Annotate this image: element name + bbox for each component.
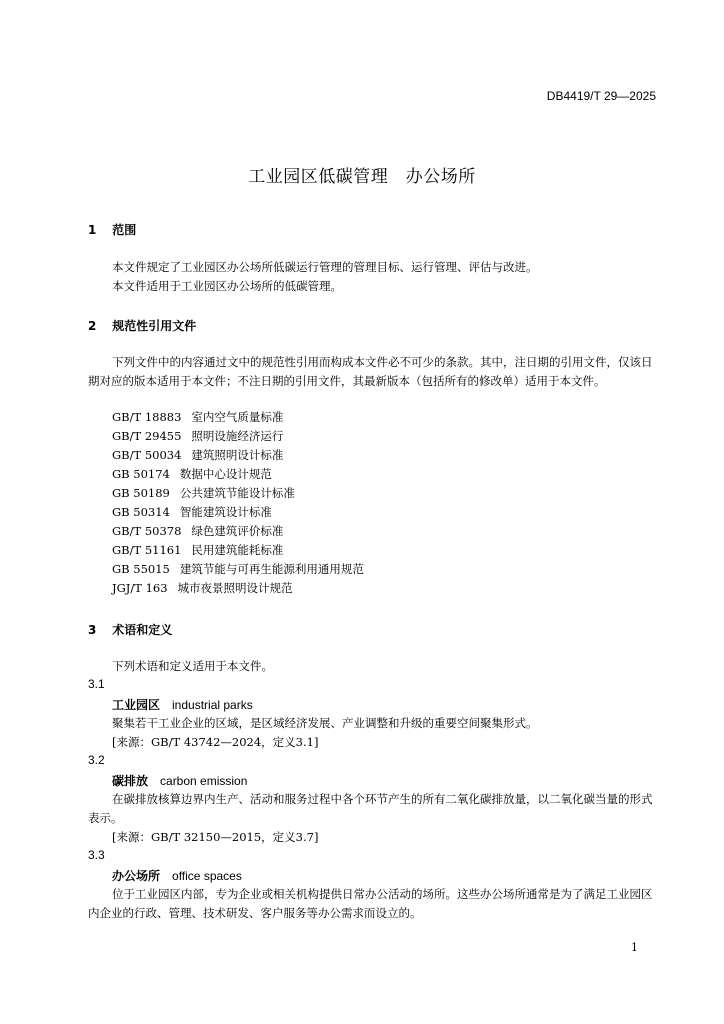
reference-item (112, 428, 283, 444)
reference-item (112, 580, 293, 596)
section-number: 3 (88, 623, 97, 637)
reference-item (112, 561, 364, 577)
reference-name: 绿色建筑评价标准 (191, 524, 284, 538)
section-title: 术语和定义 (112, 623, 173, 637)
section-3-heading (88, 621, 172, 638)
section-2-heading (88, 317, 196, 334)
term-heading (112, 867, 242, 884)
reference-code: GB/T 18883 (112, 410, 182, 424)
term-number: 3.1 (88, 677, 105, 691)
reference-item (112, 485, 295, 501)
reference-name: 室内空气质量标准 (191, 410, 284, 424)
term-definition: 在碳排放核算边界内生产、活动和服务过程中各个环节产生的所有二氧化碳排放量，以二氧化碳当量的形式表示。 (88, 792, 653, 825)
reference-name: 建筑照明设计标准 (191, 448, 284, 462)
terms-intro: 下列术语和定义适用于本文件。 (112, 659, 273, 673)
section-number: 1 (88, 223, 97, 237)
term-source: [来源：GB/T 43742—2024，定义3.1] (112, 735, 319, 749)
reference-item (112, 542, 283, 558)
section-1-heading (88, 221, 136, 238)
section-title: 规范性引用文件 (112, 319, 197, 333)
term-heading (112, 696, 253, 713)
reference-code: GB/T 29455 (112, 429, 182, 443)
reference-name: 民用建筑能耗标准 (191, 543, 284, 557)
reference-name: 数据中心设计规范 (179, 467, 272, 481)
term-zh: 办公场所 (112, 869, 161, 883)
reference-code: GB/T 50378 (112, 524, 182, 538)
reference-name: 建筑节能与可再生能源利用通用规范 (179, 562, 364, 576)
reference-code: GB 50174 (112, 467, 170, 481)
reference-name: 智能建筑设计标准 (179, 505, 272, 519)
reference-name: 照明设施经济运行 (191, 429, 284, 443)
reference-code: GB 50314 (112, 505, 170, 519)
term-definition: 位于工业园区内部，专为企业或相关机构提供日常办公活动的场所。这些办公场所通常是为了满足工业园区内企业的行政、管理、技术研发、客户服务等办公需求而设立的。 (88, 887, 653, 920)
reference-item (112, 504, 272, 520)
scope-paragraph-2: 本文件适用于工业园区办公场所的低碳管理。 (112, 279, 342, 293)
section-title: 范围 (112, 223, 137, 237)
references-intro: 下列文件中的内容通过文中的规范性引用而构成本文件必不可少的条款。其中，注日期的引用文件，仅该日期对应的版本适用于本文件；不注日期的引用文件，其最新版本（包括所有的修改单）适用于本文件。 (88, 355, 653, 388)
reference-item (112, 409, 283, 425)
reference-name: 公共建筑节能设计标准 (179, 486, 295, 500)
reference-code: GB/T 50034 (112, 448, 182, 462)
reference-code: GB 55015 (112, 562, 170, 576)
reference-item (112, 447, 283, 463)
term-source: [来源：GB/T 32150—2015，定义3.7] (112, 830, 319, 844)
reference-item (112, 523, 283, 539)
standard-code: DB4419/T 29—2025 (546, 89, 656, 103)
term-number: 3.2 (88, 753, 105, 767)
term-en: office spaces (172, 869, 242, 883)
term-number: 3.3 (88, 848, 105, 862)
reference-code: GB/T 51161 (112, 543, 182, 557)
reference-code: JGJ/T 163 (112, 581, 168, 595)
section-number: 2 (88, 319, 97, 333)
scope-paragraph-1: 本文件规定了工业园区办公场所低碳运行管理的管理目标、运行管理、评估与改进。 (112, 260, 538, 274)
term-zh: 碳排放 (112, 774, 149, 788)
term-zh: 工业园区 (112, 698, 161, 712)
term-definition: 聚集若干工业企业的区域，是区域经济发展、产业调整和升级的重要空间聚集形式。 (112, 716, 538, 730)
term-en: industrial parks (172, 698, 253, 712)
reference-name: 城市夜景照明设计规范 (177, 581, 293, 595)
reference-code: GB 50189 (112, 486, 170, 500)
term-heading (112, 772, 247, 789)
document-title: 工业园区低碳管理 办公场所 (248, 167, 476, 187)
page-number: 1 (631, 941, 638, 954)
reference-item (112, 466, 272, 482)
term-en: carbon emission (160, 774, 248, 788)
